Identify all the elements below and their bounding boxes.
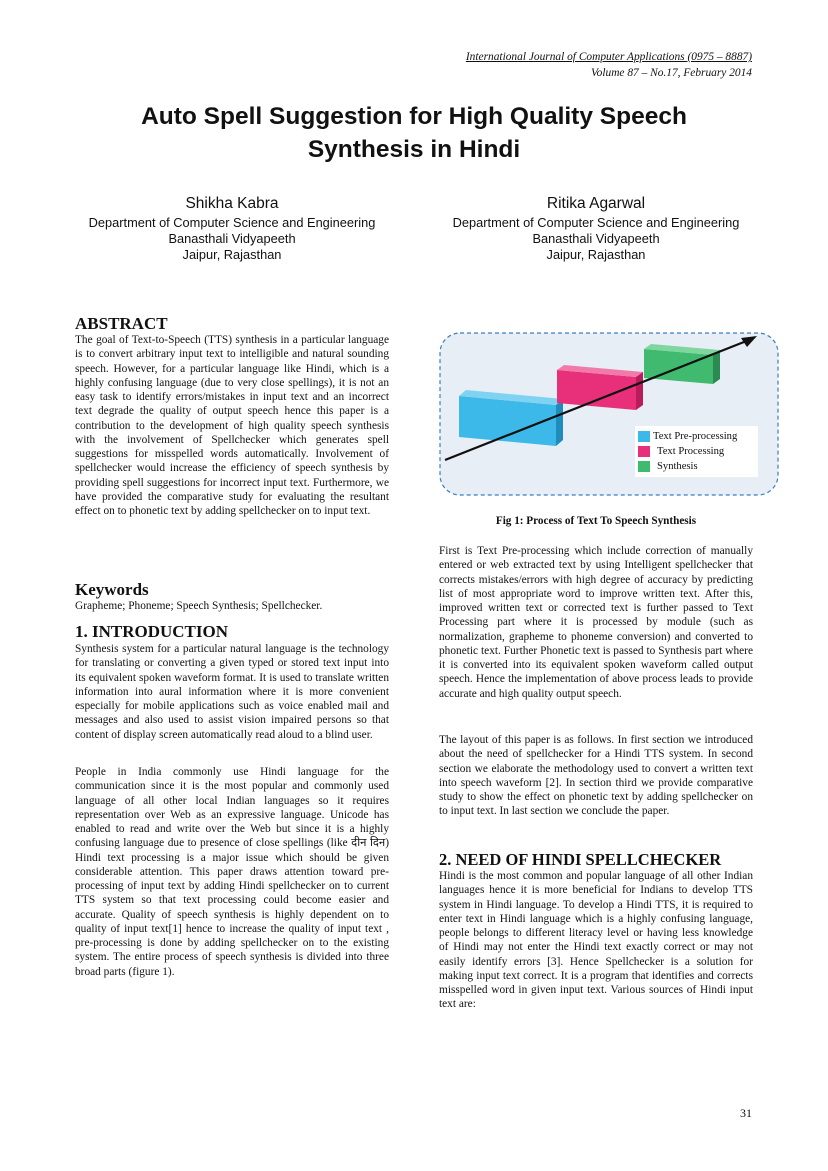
legend-item-synthesis xyxy=(638,459,756,474)
legend-label: Text Processing xyxy=(657,446,725,457)
introduction-heading: 1. INTRODUCTION xyxy=(75,622,229,641)
abstract-text: The goal of Text-to-Speech (TTS) synthesis in a particular language is to convert arbitrary input text to intelligible and natural sounding speech. However, for a particular language like Hindi, which is a highly confusing language (due to very close spellings), it is not an easy task to identify errors/mistakes in input text and an incorrect text degrade the quality of output speech hence this paper is a contribution to the development of high quality speech synthesis with the involvement of Spellchecker which generates spell suggestions for misspelled words automatically. Involvement of spellchecker would increase the efficiency of speech synthesis by providing spell suggestions for incorrect input text. Furthermore, we have provided the comparative study for evaluating the resultant effect on to phonetic text by adding spellchecker on to input text. xyxy=(75,334,389,517)
right-paragraph-3: Hindi is the most common and popular language of all other Indian languages hence it is more beneficial for Indians to develop TTS system in Hindi language. To develop a Hindi TTS, it is required to enter text in Hindi language which is a highly confusing language, people belongs to different literacy level or having less knowledge of Hindi may not enter the Hindi text exactly correct or may not easily identify errors [3]. Hence Spellchecker is a solution for making input text correct. It is a program that identifies and corrects misspelled word in given input text. Various sources of Hindi input text are: xyxy=(439,870,753,1011)
author-block-1 xyxy=(62,193,402,263)
intro-paragraph-1: Synthesis system for a particular natural language is the technology for translating or converting a given typed or stored text input into its equivalent spoken waveform format. It is used to translate written information into aural information where it is more convenient especially for mobile applications such as voice enabled mail and messages and also used to assist vision impaired persons so that content of display screen automatically read aloud to a blind user. xyxy=(75,643,389,741)
keywords-text: Grapheme; Phoneme; Speech Synthesis; Spellchecker. xyxy=(75,600,323,612)
journal-header: International Journal of Computer Applications (0975 – 8887) xyxy=(465,51,752,63)
title-line-2: Synthesis in Hindi xyxy=(307,136,521,163)
author-dept: Department of Computer Science and Engineering xyxy=(452,215,740,230)
author-place: Jaipur, Rajasthan xyxy=(182,247,282,262)
legend-label: Synthesis xyxy=(657,461,698,472)
figure-caption: Fig 1: Process of Text To Speech Synthesis xyxy=(495,515,697,527)
author-inst: Banasthali Vidyapeeth xyxy=(532,231,660,246)
figure-legend xyxy=(635,426,758,477)
paper-title xyxy=(40,100,788,166)
legend-swatch xyxy=(638,461,650,472)
author-dept: Department of Computer Science and Engineering xyxy=(88,215,376,230)
synthesis-block xyxy=(644,349,713,384)
legend-item-preprocessing xyxy=(638,429,756,444)
intro-paragraph-2: People in India commonly use Hindi language for the communication since it is the most popular and commonly used language of all other local Indian languages so it requires representation over Web as an expressive language. Unicode has enabled to read and write over the Web but since it is a highly confusing language due to presence of close spellings (like दीन दिन) Hindi text processing is a major issue which should be given considerable attention. This paper draws attention toward pre-processing of input text by adding Hindi spellchecker on to current TTS system so that text processing could become easier and accurate. Quality of speech synthesis is highly dependent on to quality of input text[1] hence to increase the quality of input text , pre-processing is done by adding spellchecker on to the existing system. The entire process of speech synthesis is divided into three broad parts (figure 1). xyxy=(75,766,389,978)
volume-header: Volume 87 – No.17, February 2014 xyxy=(590,67,752,79)
author-block-2 xyxy=(426,193,766,263)
author-inst: Banasthali Vidyapeeth xyxy=(168,231,296,246)
page-number: 31 xyxy=(740,1106,752,1120)
processing-block-side xyxy=(636,372,643,410)
author-place: Jaipur, Rajasthan xyxy=(546,247,646,262)
preprocessing-block-side xyxy=(556,399,563,446)
keywords-heading: Keywords xyxy=(75,580,149,599)
synthesis-block-side xyxy=(713,350,720,384)
tts-process-figure xyxy=(439,332,779,496)
title-line-1: Auto Spell Suggestion for High Quality Speech xyxy=(141,103,687,130)
right-paragraph-1: First is Text Pre-processing which include correction of manually entered or web extracted text by using Intelligent spellchecker that corrects mistakes/errors with high degree of accuracy by predicting list of most appropriate word to improve written text. After this, improved written text or corrected text is further passed to Text Processing part where it is processed by module (such as normalization, grapheme to phoneme conversion) and converted to phonetic text. Further Phonetic text is passed to Synthesis part where it is converted into its equivalent spoken waveform called output speech. Hence the implementation of above process leads to provide accurate and high quality output speech. xyxy=(439,545,753,700)
legend-item-processing xyxy=(638,444,756,459)
right-paragraph-2: The layout of this paper is as follows. In first section we introduced about the need of spellchecker for a Hindi TTS system. In second section we elaborate the methodology used to convert a written text into speech waveform [2]. In section third we provide comparative study to show the effect on phonetic text by adding spellchecker on to input text. In last section we conclude the paper. xyxy=(439,734,753,818)
author-name: Shikha Kabra xyxy=(185,195,279,212)
legend-label: Text Pre-processing xyxy=(653,431,738,442)
author-name: Ritika Agarwal xyxy=(546,195,646,212)
section-2-heading: 2. NEED OF HINDI SPELLCHECKER xyxy=(439,850,722,869)
legend-swatch xyxy=(638,431,650,442)
abstract-heading: ABSTRACT xyxy=(75,314,168,333)
legend-swatch xyxy=(638,446,650,457)
